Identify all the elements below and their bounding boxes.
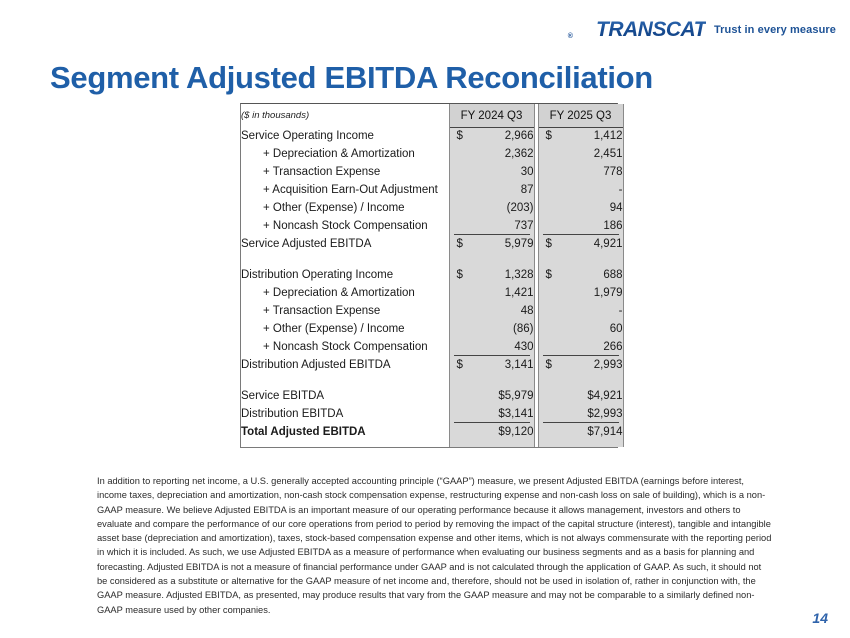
cell-fy2025: - [538, 181, 623, 199]
logo-tagline: Trust in every measure [713, 24, 836, 36]
cell-fy2025: 94 [538, 199, 623, 217]
cell-fy2024: $ 5,979 [449, 235, 534, 253]
cell-fy2024: 430 [449, 338, 534, 356]
table-row [241, 163, 623, 181]
table-row [241, 356, 623, 374]
table-row [241, 145, 623, 163]
row-label: Service Operating Income [241, 130, 374, 142]
cell-fy2025: $7,914 [538, 423, 623, 441]
table-row [241, 302, 623, 320]
cell-fy2024: 30 [449, 163, 534, 181]
logo-wordmark: TRANSCAT [596, 18, 706, 41]
row-label: Distribution Operating Income [241, 269, 394, 281]
trademark-icon: ® [567, 33, 573, 40]
table-header-row [241, 104, 623, 127]
cell-fy2024: 2,362 [449, 145, 534, 163]
currency-symbol: $ [456, 238, 463, 250]
row-label: Service Adjusted EBITDA [241, 238, 372, 250]
row-label: + Acquisition Earn-Out Adjustment [263, 184, 438, 196]
cell-fy2024: $5,979 [449, 387, 534, 405]
cell-fy2024: 48 [449, 302, 534, 320]
section-spacer-row [241, 253, 623, 266]
page-title: Segment Adjusted EBITDA Reconciliation [50, 60, 653, 95]
table-row [241, 217, 623, 235]
currency-symbol: $ [545, 269, 552, 281]
table-row [241, 235, 623, 253]
row-label: + Transaction Expense [263, 166, 381, 178]
row-label: + Noncash Stock Compensation [263, 220, 428, 232]
currency-symbol: $ [456, 269, 463, 281]
slide-header [567, 18, 836, 42]
cell-fy2025: 2,451 [538, 145, 623, 163]
row-label: Service EBITDA [241, 390, 325, 402]
cell-fy2024: $9,120 [449, 423, 534, 441]
row-label: + Other (Expense) / Income [263, 323, 405, 335]
cell-fy2024: $ 2,966 [449, 127, 534, 145]
financial-table [241, 104, 624, 447]
currency-symbol: $ [545, 130, 552, 142]
cell-fy2024: 737 [449, 217, 534, 235]
cell-fy2024: 1,421 [449, 284, 534, 302]
table-row [241, 199, 623, 217]
cell-fy2025: 778 [538, 163, 623, 181]
cell-fy2025: $2,993 [538, 405, 623, 423]
footnote-disclaimer: In addition to reporting net income, a U.S. generally accepted accounting principle (“GAAP”) measure, we present Adjusted EBITDA (earnings before interest, income taxes, depreciation and amortization, non-cash stock compensation expense, restructuring expense and non-cash loss on sale of building), which is a non-GAAP measure. We believe Adjusted EBITDA is an important measure of our operating performance because it allows management, investors and others to evaluate and compare the performance of our core operations from period to period by removing the impact of the capital structure (interest), tangible and intangible asset base (depreciation and amortization), taxes, stock-based compensation expense and other items, which is not always commensurate with the reporting period in which it is included. As such, we use Adjusted EBITDA as a measure of performance when evaluating our business segments and as a basis for planning and forecasting. Adjusted EBITDA is not a measure of financial performance under GAAP and is not calculated through the application of GAAP. As such, it should not be considered as a substitute or alternative for the GAAP measure of net income and, therefore, should not be used in isolation of, rather in conjunction with, the GAAP measure. Adjusted EBITDA, as presented, may produce results that vary from the GAAP measure and may not be comparable to a similarly defined non-GAAP measure used by other companies. [97, 476, 772, 615]
cell-fy2025: $4,921 [538, 387, 623, 405]
table-row [241, 127, 623, 145]
currency-symbol: $ [456, 130, 463, 142]
cell-fy2025: 186 [538, 217, 623, 235]
units-note: ($ in thousands) [241, 110, 310, 121]
cell-fy2024: 87 [449, 181, 534, 199]
table-row [241, 338, 623, 356]
column-header-fy2025: FY 2025 Q3 [538, 104, 623, 127]
transcat-logo [567, 18, 706, 42]
cell-fy2025: 1,979 [538, 284, 623, 302]
row-label: Distribution EBITDA [241, 408, 344, 420]
row-label: + Other (Expense) / Income [263, 202, 405, 214]
cell-fy2024: $ 1,328 [449, 266, 534, 284]
currency-symbol: $ [545, 238, 552, 250]
row-label: + Depreciation & Amortization [263, 148, 415, 160]
cell-fy2025: $ 688 [538, 266, 623, 284]
currency-symbol: $ [545, 359, 552, 371]
cell-fy2024: $ 3,141 [449, 356, 534, 374]
currency-symbol: $ [456, 359, 463, 371]
section-spacer-row [241, 374, 623, 387]
ebitda-reconciliation-table [240, 103, 623, 448]
cell-fy2025: 60 [538, 320, 623, 338]
row-label: + Depreciation & Amortization [263, 287, 415, 299]
column-header-fy2024: FY 2024 Q3 [449, 104, 534, 127]
row-label: Distribution Adjusted EBITDA [241, 359, 391, 371]
table-row [241, 284, 623, 302]
table-row [241, 387, 623, 405]
table-row [241, 320, 623, 338]
page-number: 14 [812, 610, 828, 626]
table-bottom-pad [241, 441, 623, 447]
cell-fy2025: 266 [538, 338, 623, 356]
row-label: + Noncash Stock Compensation [263, 341, 428, 353]
table-row [241, 423, 623, 441]
cell-fy2024: $3,141 [449, 405, 534, 423]
cell-fy2025: - [538, 302, 623, 320]
row-label: + Transaction Expense [263, 305, 381, 317]
cell-fy2024: (203) [449, 199, 534, 217]
cell-fy2025: $ 4,921 [538, 235, 623, 253]
cell-fy2025: $ 2,993 [538, 356, 623, 374]
table-row [241, 181, 623, 199]
table-row [241, 266, 623, 284]
table-row [241, 405, 623, 423]
cell-fy2025: $ 1,412 [538, 127, 623, 145]
row-label: Total Adjusted EBITDA [241, 426, 366, 438]
cell-fy2024: (86) [449, 320, 534, 338]
